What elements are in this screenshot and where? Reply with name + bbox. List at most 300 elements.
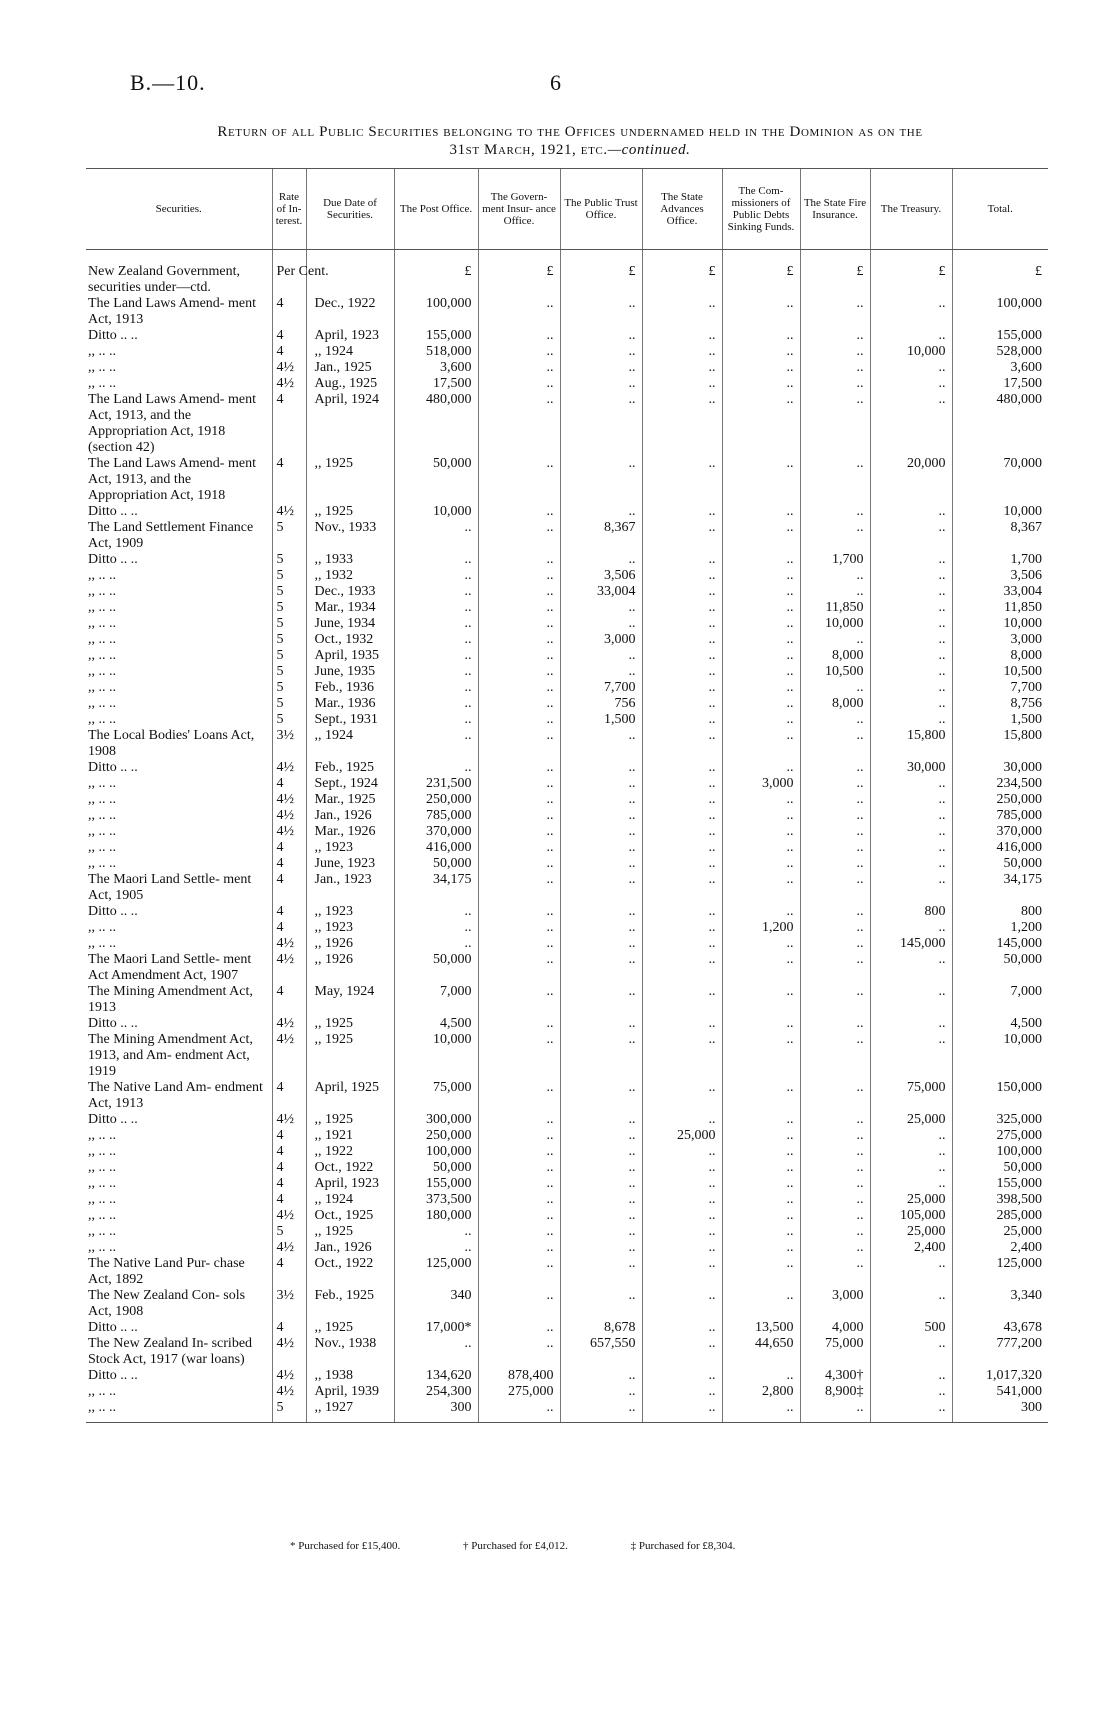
table-cell: Ditto .. .. xyxy=(88,1016,138,1031)
table-cell: ,, 1925 xyxy=(306,1032,394,1080)
table-cell: .. xyxy=(478,1208,560,1224)
table-cell: .. xyxy=(560,376,642,392)
column-header: The Public Trust Office. xyxy=(560,169,642,250)
table-cell: 4 xyxy=(272,1160,306,1176)
table-cell: Per Cent. xyxy=(272,250,306,297)
table-cell: .. xyxy=(870,584,952,600)
table-cell: .. xyxy=(800,328,870,344)
table-cell: .. xyxy=(478,376,560,392)
column-header: The Com- missioners of Public Debts Sinking Funds. xyxy=(722,169,800,250)
table-cell: .. xyxy=(478,584,560,600)
table-cell: .. xyxy=(870,392,952,456)
table-cell: .. xyxy=(642,1288,722,1320)
table-cell: .. xyxy=(800,504,870,520)
table-row xyxy=(86,760,1048,776)
table-cell: 4½ xyxy=(272,1336,306,1368)
table-cell: .. xyxy=(722,648,800,664)
table-cell: .. xyxy=(870,1144,952,1160)
table-cell: 254,300 xyxy=(394,1384,478,1400)
table-cell: .. xyxy=(560,456,642,504)
table-row xyxy=(86,392,1048,456)
table-cell: 4½ xyxy=(272,360,306,376)
table-cell: 134,620 xyxy=(394,1368,478,1384)
table-cell: .. xyxy=(722,552,800,568)
table-cell: .. xyxy=(478,616,560,632)
table-cell: .. xyxy=(560,552,642,568)
table-cell: .. xyxy=(800,520,870,552)
table-cell: .. xyxy=(642,520,722,552)
table-cell: .. xyxy=(560,1160,642,1176)
table-cell: .. xyxy=(722,1208,800,1224)
table-row xyxy=(86,1208,1048,1224)
table-cell: .. xyxy=(560,1112,642,1128)
table-cell: .. xyxy=(722,1112,800,1128)
table-cell: .. xyxy=(800,1240,870,1256)
table-cell: Ditto .. .. xyxy=(88,1112,138,1127)
table-cell: .. xyxy=(560,728,642,760)
table-row xyxy=(86,1112,1048,1128)
table-cell: 100,000 xyxy=(952,296,1048,328)
table-cell: 8,900‡ xyxy=(800,1384,870,1400)
table-row xyxy=(86,1336,1048,1368)
table-cell: .. xyxy=(478,1144,560,1160)
table-cell: The Maori Land Settle- ment Act, 1905 xyxy=(88,872,252,903)
table-cell: .. xyxy=(478,1160,560,1176)
table-cell: Jan., 1926 xyxy=(306,1240,394,1256)
table-cell: .. xyxy=(560,648,642,664)
securities-table xyxy=(86,168,1048,1423)
table-cell: .. xyxy=(560,360,642,376)
table-cell: 5 xyxy=(272,664,306,680)
table-cell: .. xyxy=(642,1032,722,1080)
table-cell: ,, 1921 xyxy=(306,1128,394,1144)
table-cell: .. xyxy=(560,1176,642,1192)
table-cell: .. xyxy=(722,456,800,504)
table-cell: ,, .. .. xyxy=(88,696,116,711)
table-cell: .. xyxy=(870,504,952,520)
table-cell: ,, .. .. xyxy=(88,360,116,375)
table-cell: .. xyxy=(394,904,478,920)
table-cell: ,, .. .. xyxy=(88,1128,116,1143)
table-cell: 100,000 xyxy=(394,1144,478,1160)
table-cell: .. xyxy=(394,920,478,936)
table-cell: .. xyxy=(800,904,870,920)
table-row xyxy=(86,1224,1048,1240)
table-cell: .. xyxy=(870,568,952,584)
table-row xyxy=(86,984,1048,1016)
table-cell: .. xyxy=(800,824,870,840)
table-cell: 1,500 xyxy=(952,712,1048,728)
table-cell: 3,600 xyxy=(952,360,1048,376)
table-cell: ,, 1924 xyxy=(306,344,394,360)
column-header: Rate of In- terest. xyxy=(272,169,306,250)
table-cell: The Mining Amendment Act, 1913, and Am- endment Act, 1919 xyxy=(88,1032,253,1079)
table-cell: .. xyxy=(478,328,560,344)
table-cell: .. xyxy=(870,1032,952,1080)
table-cell: .. xyxy=(478,872,560,904)
table-cell: .. xyxy=(800,1176,870,1192)
table-cell: 50,000 xyxy=(952,856,1048,872)
table-cell: £ xyxy=(560,250,642,297)
table-cell: .. xyxy=(642,392,722,456)
table-cell: .. xyxy=(478,792,560,808)
table-cell: .. xyxy=(560,920,642,936)
table-cell: .. xyxy=(870,664,952,680)
column-header: The State Advances Office. xyxy=(642,169,722,250)
table-cell: 75,000 xyxy=(870,1080,952,1112)
table-row xyxy=(86,344,1048,360)
table-cell: The Land Laws Amend- ment Act, 1913 xyxy=(88,296,256,327)
table-cell: ,, .. .. xyxy=(88,648,116,663)
table-row xyxy=(86,1144,1048,1160)
table-cell: .. xyxy=(642,1016,722,1032)
table-cell: .. xyxy=(722,1176,800,1192)
table-row xyxy=(86,776,1048,792)
table-cell: .. xyxy=(478,296,560,328)
table-cell: 480,000 xyxy=(394,392,478,456)
table-cell: 11,850 xyxy=(800,600,870,616)
table-cell: ,, .. .. xyxy=(88,632,116,647)
table-cell: 4 xyxy=(272,1256,306,1288)
table-cell: Dec., 1922 xyxy=(306,296,394,328)
table-cell: .. xyxy=(870,1384,952,1400)
table-cell: .. xyxy=(642,760,722,776)
table-cell: .. xyxy=(560,616,642,632)
page-number: 6 xyxy=(550,70,561,95)
table-cell: £ xyxy=(800,250,870,297)
table-cell: 25,000 xyxy=(642,1128,722,1144)
table-cell: .. xyxy=(722,360,800,376)
table-cell: 878,400 xyxy=(478,1368,560,1384)
table-cell: 5 xyxy=(272,680,306,696)
table-cell: .. xyxy=(478,760,560,776)
table-row xyxy=(86,680,1048,696)
table-cell: .. xyxy=(642,776,722,792)
table-cell: 10,500 xyxy=(952,664,1048,680)
table-cell: .. xyxy=(642,1112,722,1128)
table-body xyxy=(86,250,1048,1423)
table-cell: ,, .. .. xyxy=(88,584,116,599)
table-cell: .. xyxy=(800,840,870,856)
table-cell: ,, .. .. xyxy=(88,1384,116,1399)
table-cell: .. xyxy=(560,1144,642,1160)
table-cell: ,, .. .. xyxy=(88,856,116,871)
table-cell: The Mining Amendment Act, 1913 xyxy=(88,984,253,1015)
table-cell: .. xyxy=(722,728,800,760)
table-cell: .. xyxy=(560,296,642,328)
column-header: Securities. xyxy=(86,169,272,250)
table-cell: .. xyxy=(800,584,870,600)
table-row xyxy=(86,664,1048,680)
table-row xyxy=(86,1368,1048,1384)
table-cell: 340 xyxy=(394,1288,478,1320)
table-cell: The Maori Land Settle- ment Act Amendment Act, 1907 xyxy=(88,952,252,983)
table-cell: .. xyxy=(478,920,560,936)
table-cell: .. xyxy=(870,808,952,824)
table-cell: 4,500 xyxy=(952,1016,1048,1032)
table-cell: .. xyxy=(394,1240,478,1256)
table-cell: 4 xyxy=(272,856,306,872)
table-cell: 4½ xyxy=(272,1384,306,1400)
table-cell: Sept., 1924 xyxy=(306,776,394,792)
table-row xyxy=(86,584,1048,600)
table-cell: .. xyxy=(394,936,478,952)
table-row xyxy=(86,1240,1048,1256)
table-cell: ,, .. .. xyxy=(88,664,116,679)
table-cell: 250,000 xyxy=(394,792,478,808)
table-cell: .. xyxy=(800,1192,870,1208)
table-row xyxy=(86,360,1048,376)
table-cell: .. xyxy=(394,632,478,648)
table-cell: The Land Laws Amend- ment Act, 1913, and the Appropriation Act, 1918 (section 42) xyxy=(88,392,256,455)
table-cell: 44,650 xyxy=(722,1336,800,1368)
table-cell: 657,550 xyxy=(560,1336,642,1368)
table-cell: ,, 1925 xyxy=(306,1224,394,1240)
table-row xyxy=(86,904,1048,920)
table-cell: ,, 1923 xyxy=(306,904,394,920)
table-cell: .. xyxy=(394,520,478,552)
table-cell: .. xyxy=(560,856,642,872)
table-cell: 4½ xyxy=(272,1240,306,1256)
table-cell: Oct., 1932 xyxy=(306,632,394,648)
table-cell: .. xyxy=(722,664,800,680)
table-cell: .. xyxy=(560,904,642,920)
table-cell: .. xyxy=(642,504,722,520)
table-cell: .. xyxy=(394,584,478,600)
table-row xyxy=(86,696,1048,712)
table-row xyxy=(86,872,1048,904)
table-title-continued: —continued. xyxy=(607,142,691,158)
table-cell: .. xyxy=(642,920,722,936)
table-cell: .. xyxy=(870,360,952,376)
column-header: The Post Office. xyxy=(394,169,478,250)
table-cell: .. xyxy=(560,792,642,808)
table-cell: 10,000 xyxy=(870,344,952,360)
table-row xyxy=(86,504,1048,520)
table-cell: .. xyxy=(478,1336,560,1368)
table-cell: 33,004 xyxy=(560,584,642,600)
table-cell: .. xyxy=(800,1208,870,1224)
table-cell: .. xyxy=(560,1016,642,1032)
table-cell: 3,000 xyxy=(722,776,800,792)
table-cell: 5 xyxy=(272,1224,306,1240)
table-cell: 17,000* xyxy=(394,1320,478,1336)
table-cell: .. xyxy=(560,808,642,824)
table-cell: 4 xyxy=(272,872,306,904)
table-title-line-1: Return of all Public Securities belonging to the Offices undernamed held in the Dominion as on the xyxy=(217,124,923,140)
table-cell: .. xyxy=(870,776,952,792)
table-cell: The New Zealand In- scribed Stock Act, 1917 (war loans) xyxy=(88,1336,253,1367)
table-cell: 1,017,320 xyxy=(952,1368,1048,1384)
table-cell: .. xyxy=(642,808,722,824)
table-row xyxy=(86,1128,1048,1144)
table-cell: April, 1939 xyxy=(306,1384,394,1400)
table-cell: .. xyxy=(870,1368,952,1384)
table-cell: ,, .. .. xyxy=(88,808,116,823)
table-cell: 4 xyxy=(272,456,306,504)
table-cell: ,, 1933 xyxy=(306,552,394,568)
table-cell: .. xyxy=(560,824,642,840)
table-cell: 70,000 xyxy=(952,456,1048,504)
table-cell: 180,000 xyxy=(394,1208,478,1224)
table-cell: The Land Laws Amend- ment Act, 1913, and the Appropriation Act, 1918 xyxy=(88,456,256,503)
table-cell: Oct., 1925 xyxy=(306,1208,394,1224)
table-cell: 4,300† xyxy=(800,1368,870,1384)
table-row xyxy=(86,840,1048,856)
table-cell: ,, .. .. xyxy=(88,1224,116,1239)
table-cell: ,, .. .. xyxy=(88,792,116,807)
column-header: The State Fire Insurance. xyxy=(800,169,870,250)
table-cell: 11,850 xyxy=(952,600,1048,616)
table-cell: 4½ xyxy=(272,824,306,840)
table-cell: ,, 1926 xyxy=(306,952,394,984)
table-cell: .. xyxy=(478,984,560,1016)
table-cell: .. xyxy=(722,696,800,712)
table-cell: 10,000 xyxy=(800,616,870,632)
table-cell: 528,000 xyxy=(952,344,1048,360)
table-row xyxy=(86,328,1048,344)
table-cell: 50,000 xyxy=(952,952,1048,984)
table-cell: 1,700 xyxy=(800,552,870,568)
table-cell: ,, .. .. xyxy=(88,680,116,695)
table-cell: .. xyxy=(478,648,560,664)
table-cell: 300 xyxy=(952,1400,1048,1423)
table-cell: .. xyxy=(642,296,722,328)
table-cell: 785,000 xyxy=(394,808,478,824)
table-cell: 5 xyxy=(272,632,306,648)
table-cell: 7,700 xyxy=(560,680,642,696)
table-cell: .. xyxy=(722,824,800,840)
table-cell: ,, .. .. xyxy=(88,1160,116,1175)
table-cell: .. xyxy=(870,648,952,664)
table-cell: .. xyxy=(642,664,722,680)
table-cell: .. xyxy=(642,1400,722,1423)
table-cell: .. xyxy=(642,840,722,856)
table-cell: .. xyxy=(394,1224,478,1240)
table-cell: £ xyxy=(722,250,800,297)
table-cell: ,, .. .. xyxy=(88,376,116,391)
table-cell: April, 1923 xyxy=(306,1176,394,1192)
table-cell: .. xyxy=(394,664,478,680)
table-cell: 4½ xyxy=(272,1016,306,1032)
table-cell: .. xyxy=(722,1240,800,1256)
table-cell: .. xyxy=(478,840,560,856)
table-cell: .. xyxy=(800,568,870,584)
table-cell: 480,000 xyxy=(952,392,1048,456)
table-cell: 370,000 xyxy=(394,824,478,840)
table-row xyxy=(86,728,1048,760)
table-cell: .. xyxy=(560,1032,642,1080)
table-cell: 75,000 xyxy=(800,1336,870,1368)
table-row xyxy=(86,648,1048,664)
table-cell: .. xyxy=(478,728,560,760)
table-row xyxy=(86,296,1048,328)
table-cell: .. xyxy=(394,616,478,632)
table-cell: .. xyxy=(800,1032,870,1080)
table-cell: 5 xyxy=(272,520,306,552)
table-cell: 50,000 xyxy=(952,1160,1048,1176)
column-header: Due Date of Securities. xyxy=(306,169,394,250)
table-title-date: 31st March, 1921, etc. xyxy=(449,142,608,158)
table-cell: .. xyxy=(800,792,870,808)
table-cell: .. xyxy=(560,872,642,904)
table-cell: .. xyxy=(800,344,870,360)
table-cell: .. xyxy=(870,920,952,936)
table-cell: 4 xyxy=(272,920,306,936)
table-cell: 3,340 xyxy=(952,1288,1048,1320)
table-cell: 3,506 xyxy=(560,568,642,584)
table-cell: 145,000 xyxy=(870,936,952,952)
table-cell: 1,700 xyxy=(952,552,1048,568)
table-cell: 4½ xyxy=(272,792,306,808)
table-cell: .. xyxy=(800,808,870,824)
table-cell: .. xyxy=(800,680,870,696)
table-cell: .. xyxy=(722,1224,800,1240)
table-cell: 7,000 xyxy=(952,984,1048,1016)
table-cell: .. xyxy=(800,1144,870,1160)
table-cell: 4 xyxy=(272,1192,306,1208)
table-cell: .. xyxy=(560,984,642,1016)
table-row xyxy=(86,1400,1048,1423)
table-cell: April, 1923 xyxy=(306,328,394,344)
table-cell: £ xyxy=(870,250,952,297)
table-cell: 398,500 xyxy=(952,1192,1048,1208)
table-cell: .. xyxy=(478,344,560,360)
table-cell: 5 xyxy=(272,616,306,632)
table-cell: 2,400 xyxy=(870,1240,952,1256)
table-cell: .. xyxy=(800,872,870,904)
table-cell: .. xyxy=(642,600,722,616)
table-row xyxy=(86,376,1048,392)
table-cell: .. xyxy=(478,776,560,792)
table-cell: .. xyxy=(560,504,642,520)
table-row xyxy=(86,632,1048,648)
table-cell: 4 xyxy=(272,776,306,792)
table-cell: .. xyxy=(722,1288,800,1320)
table-cell: 25,000 xyxy=(870,1224,952,1240)
table-cell: 4½ xyxy=(272,1112,306,1128)
table-cell: .. xyxy=(870,1128,952,1144)
table-cell: 4 xyxy=(272,984,306,1016)
table-row xyxy=(86,552,1048,568)
table-cell: .. xyxy=(722,584,800,600)
table-cell: .. xyxy=(478,712,560,728)
table-cell: ,, .. .. xyxy=(88,568,116,583)
table-cell: .. xyxy=(722,1144,800,1160)
table-cell: .. xyxy=(478,1192,560,1208)
table-row xyxy=(86,712,1048,728)
column-header: The Govern- ment Insur- ance Office. xyxy=(478,169,560,250)
table-cell: Nov., 1938 xyxy=(306,1336,394,1368)
table-cell: .. xyxy=(478,1080,560,1112)
table-cell: ,, .. .. xyxy=(88,712,116,727)
table-cell: .. xyxy=(642,1384,722,1400)
table-cell: 155,000 xyxy=(952,328,1048,344)
table-cell: 4½ xyxy=(272,808,306,824)
table-cell: The Land Settlement Finance Act, 1909 xyxy=(88,520,254,551)
table-row xyxy=(86,856,1048,872)
table-cell: .. xyxy=(800,1160,870,1176)
table-cell: ,, 1925 xyxy=(306,504,394,520)
table-cell: .. xyxy=(642,328,722,344)
table-cell: 50,000 xyxy=(394,856,478,872)
table-cell: .. xyxy=(560,776,642,792)
table-cell: 5 xyxy=(272,648,306,664)
table-cell: .. xyxy=(478,1400,560,1423)
table-cell: .. xyxy=(394,1336,478,1368)
table-cell: .. xyxy=(870,616,952,632)
table-cell: 10,000 xyxy=(394,504,478,520)
